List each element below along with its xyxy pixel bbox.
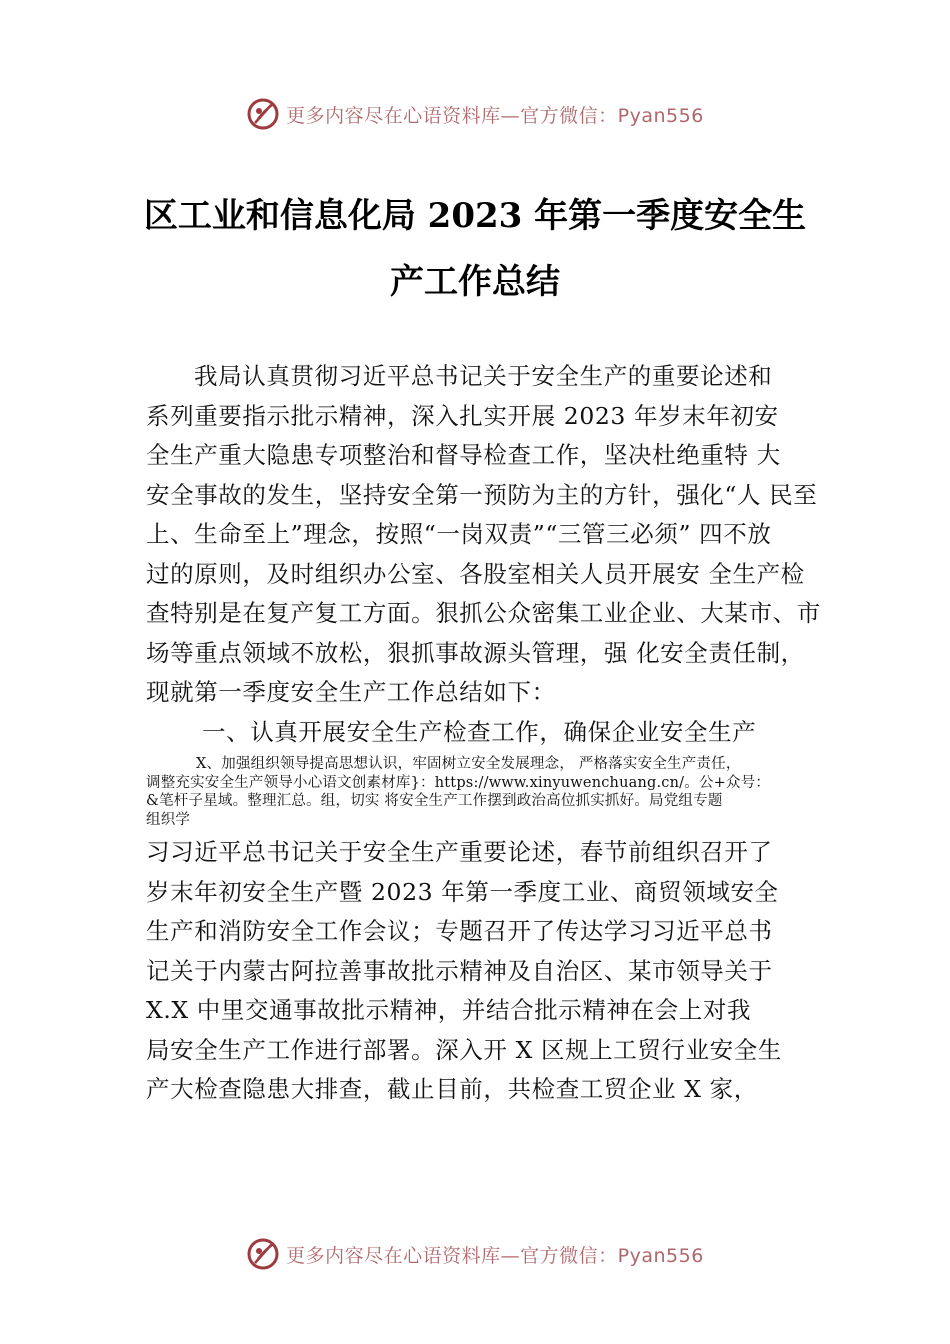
paragraph-line: 我局认真贯彻习近平总书记关于安全生产的重要论述和 bbox=[194, 362, 773, 390]
watermark-text: 更多内容尽在心语资料库—官方微信：Pyan556 bbox=[286, 1244, 704, 1267]
paragraph-line: 现就第一季度安全生产工作总结如下： bbox=[146, 678, 556, 706]
paragraph-line: 产大检查隐患大排查，截止目前，共检查工贸企业 X 家， bbox=[146, 1075, 758, 1103]
section-heading-text: 一、认真开展安全生产检查工作，确保企业安全生产 bbox=[202, 718, 757, 746]
small-print-block bbox=[146, 755, 836, 829]
section-heading bbox=[146, 713, 836, 753]
paragraph-line: 习习近平总书记关于安全生产重要论述，春节前组织召开了 bbox=[146, 838, 773, 866]
continuation-paragraph bbox=[146, 833, 836, 1110]
quill-seal-icon bbox=[246, 1237, 280, 1271]
paragraph-line: 生产和消防安全工作会议；专题召开了传达学习习近平总书 bbox=[146, 917, 773, 945]
small-print-line: &笔杆子星域。整理汇总。组，切实 将安全生产工作摆到政治高位抓实抓好。局党组专题 bbox=[146, 793, 723, 809]
footer-watermark-banner bbox=[0, 1234, 950, 1274]
paragraph-line: 查特别是在复产复工方面。狠抓公众密集工业企业、大某市、市 bbox=[146, 599, 821, 627]
wechat-id: Pyan556 bbox=[617, 1244, 704, 1267]
paragraph-line: 记关于内蒙古阿拉善事故批示精神及自治区、某市领导关于 bbox=[146, 956, 773, 985]
title-line-1: 区工业和信息化局 2023 年第一季度安全生 bbox=[143, 196, 807, 236]
document-title bbox=[140, 183, 810, 315]
small-print-line: 调整充实安全生产领导小心语文创素材库}：https://www.xinyuwenchuang.cn/。公+众号： bbox=[146, 774, 771, 791]
paragraph-line: X.X 中里交通事故批示精神，并结合批示精神在会上对我 bbox=[146, 996, 752, 1024]
watermark-text: 更多内容尽在心语资料库—官方微信：Pyan556 bbox=[286, 104, 704, 127]
paragraph-line: 安全事故的发生，坚持安全第一预防为主的方针，强化“人 民至 bbox=[146, 480, 818, 509]
small-print-line: 组织学 bbox=[146, 811, 191, 828]
paragraph-line: 过的原则，及时组织办公室、各股室相关人员开展安 全生产检 bbox=[146, 559, 805, 588]
paragraph-line: 岁末年初安全生产暨 2023 年第一季度工业、商贸领域安全 bbox=[146, 877, 779, 906]
small-print-line: X、加强组织领导提高思想认识，牢固树立安全发展理念， 严格落实安全生产责任， bbox=[196, 756, 741, 772]
wechat-id: Pyan556 bbox=[617, 104, 704, 127]
paragraph-line: 上、生命至上”理念，按照“一岗双责”“三管三必须” 四不放 bbox=[146, 520, 772, 548]
intro-paragraph bbox=[146, 357, 836, 713]
paragraph-line: 全生产重大隐患专项整治和督导检查工作，坚决杜绝重特 大 bbox=[146, 441, 781, 469]
paragraph-line: 场等重点领域不放松，狠抓事故源头管理，强 化安全责任制， bbox=[146, 638, 805, 667]
title-line-2: 产工作总结 bbox=[390, 262, 560, 302]
header-watermark-banner bbox=[0, 94, 950, 134]
quill-seal-icon bbox=[246, 97, 280, 131]
paragraph-line: 局安全生产工作进行部署。深入开 X 区规上工贸行业安全生 bbox=[146, 1035, 782, 1064]
paragraph-line: 系列重要指示批示精神，深入扎实开展 2023 年岁末年初安 bbox=[146, 401, 779, 430]
